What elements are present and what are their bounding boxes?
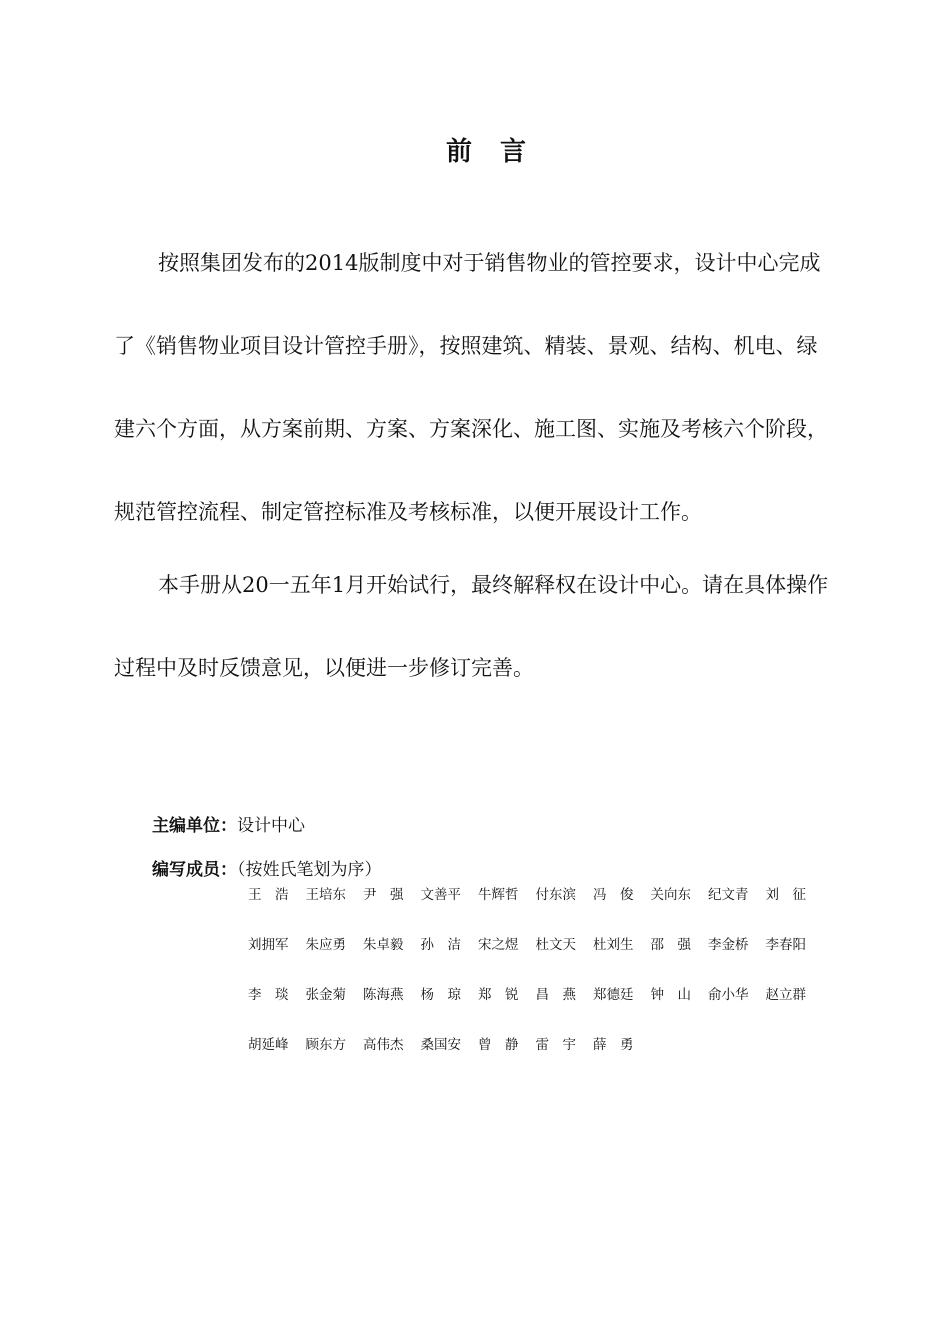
member-name: 钟 山 — [650, 987, 691, 1003]
member-name: 杜文天 — [535, 937, 576, 953]
page-title: 前言 — [445, 137, 554, 167]
member-name: 纪文青 — [708, 887, 749, 903]
member-name: 李春阳 — [765, 937, 806, 953]
editor-value: 设计中心 — [237, 816, 305, 836]
member-name: 刘 征 — [765, 887, 806, 903]
body-text — [114, 242, 838, 740]
member-name: 邵 强 — [650, 937, 691, 953]
member-name: 文善平 — [420, 887, 461, 903]
member-name: 顾东方 — [305, 1037, 346, 1053]
member-name: 李 琰 — [248, 987, 289, 1003]
member-name: 曾 静 — [478, 1037, 519, 1053]
member-name: 俞小华 — [708, 987, 749, 1003]
member-name: 王 浩 — [248, 887, 289, 903]
member-name: 孙 洁 — [420, 937, 461, 953]
member-name: 雷 宇 — [535, 1037, 576, 1053]
editor-label: 主编单位： — [152, 816, 237, 836]
member-name: 胡延峰 — [248, 1037, 289, 1053]
member-name: 冯 俊 — [593, 887, 634, 903]
member-name: 李金桥 — [708, 937, 749, 953]
member-name: 牛辉哲 — [478, 887, 519, 903]
member-name: 高伟杰 — [363, 1037, 404, 1053]
member-name: 郑德廷 — [593, 987, 634, 1003]
member-name: 朱卓毅 — [363, 937, 404, 953]
members-label: 编写成员： — [152, 860, 237, 880]
paragraph-trial: 本手册从20一五年1月开始试行，最终解释权在设计中心。请在具体操作过程中及时反馈意见，以便进一步修订完善。 — [114, 573, 829, 680]
member-name: 尹 强 — [363, 887, 404, 903]
member-name: 薛 勇 — [593, 1037, 634, 1053]
member-name: 陈海燕 — [363, 987, 404, 1003]
member-name: 张金菊 — [305, 987, 346, 1003]
member-name: 杜刘生 — [593, 937, 634, 953]
members-list — [248, 884, 828, 1084]
member-name: 刘拥军 — [248, 937, 289, 953]
member-name: 朱应勇 — [305, 937, 346, 953]
member-name: 杨 琼 — [420, 987, 461, 1003]
member-name: 桑国安 — [420, 1037, 461, 1053]
member-name: 付东滨 — [535, 887, 576, 903]
member-name: 王培东 — [305, 887, 346, 903]
member-name: 赵立群 — [765, 987, 806, 1003]
members-note: （按姓氏笔划为序） — [237, 860, 382, 880]
member-name: 昌 燕 — [535, 987, 576, 1003]
member-name: 关向东 — [650, 887, 691, 903]
paragraph-purpose: 按照集团发布的2014版制度中对于销售物业的管控要求，设计中心完成了《销售物业项目设计管控手册》，按照建筑、精装、景观、结构、机电、绿建六个方面，从方案前期、方案、方案深化、施工图、实施及考核六个阶段，规范管控流程、制定管控标准及考核标准，以便开展设计工作。 — [114, 251, 828, 524]
member-name: 郑 锐 — [478, 987, 519, 1003]
editor-row — [152, 814, 305, 838]
members-row — [152, 858, 382, 882]
member-name: 宋之煜 — [478, 937, 519, 953]
